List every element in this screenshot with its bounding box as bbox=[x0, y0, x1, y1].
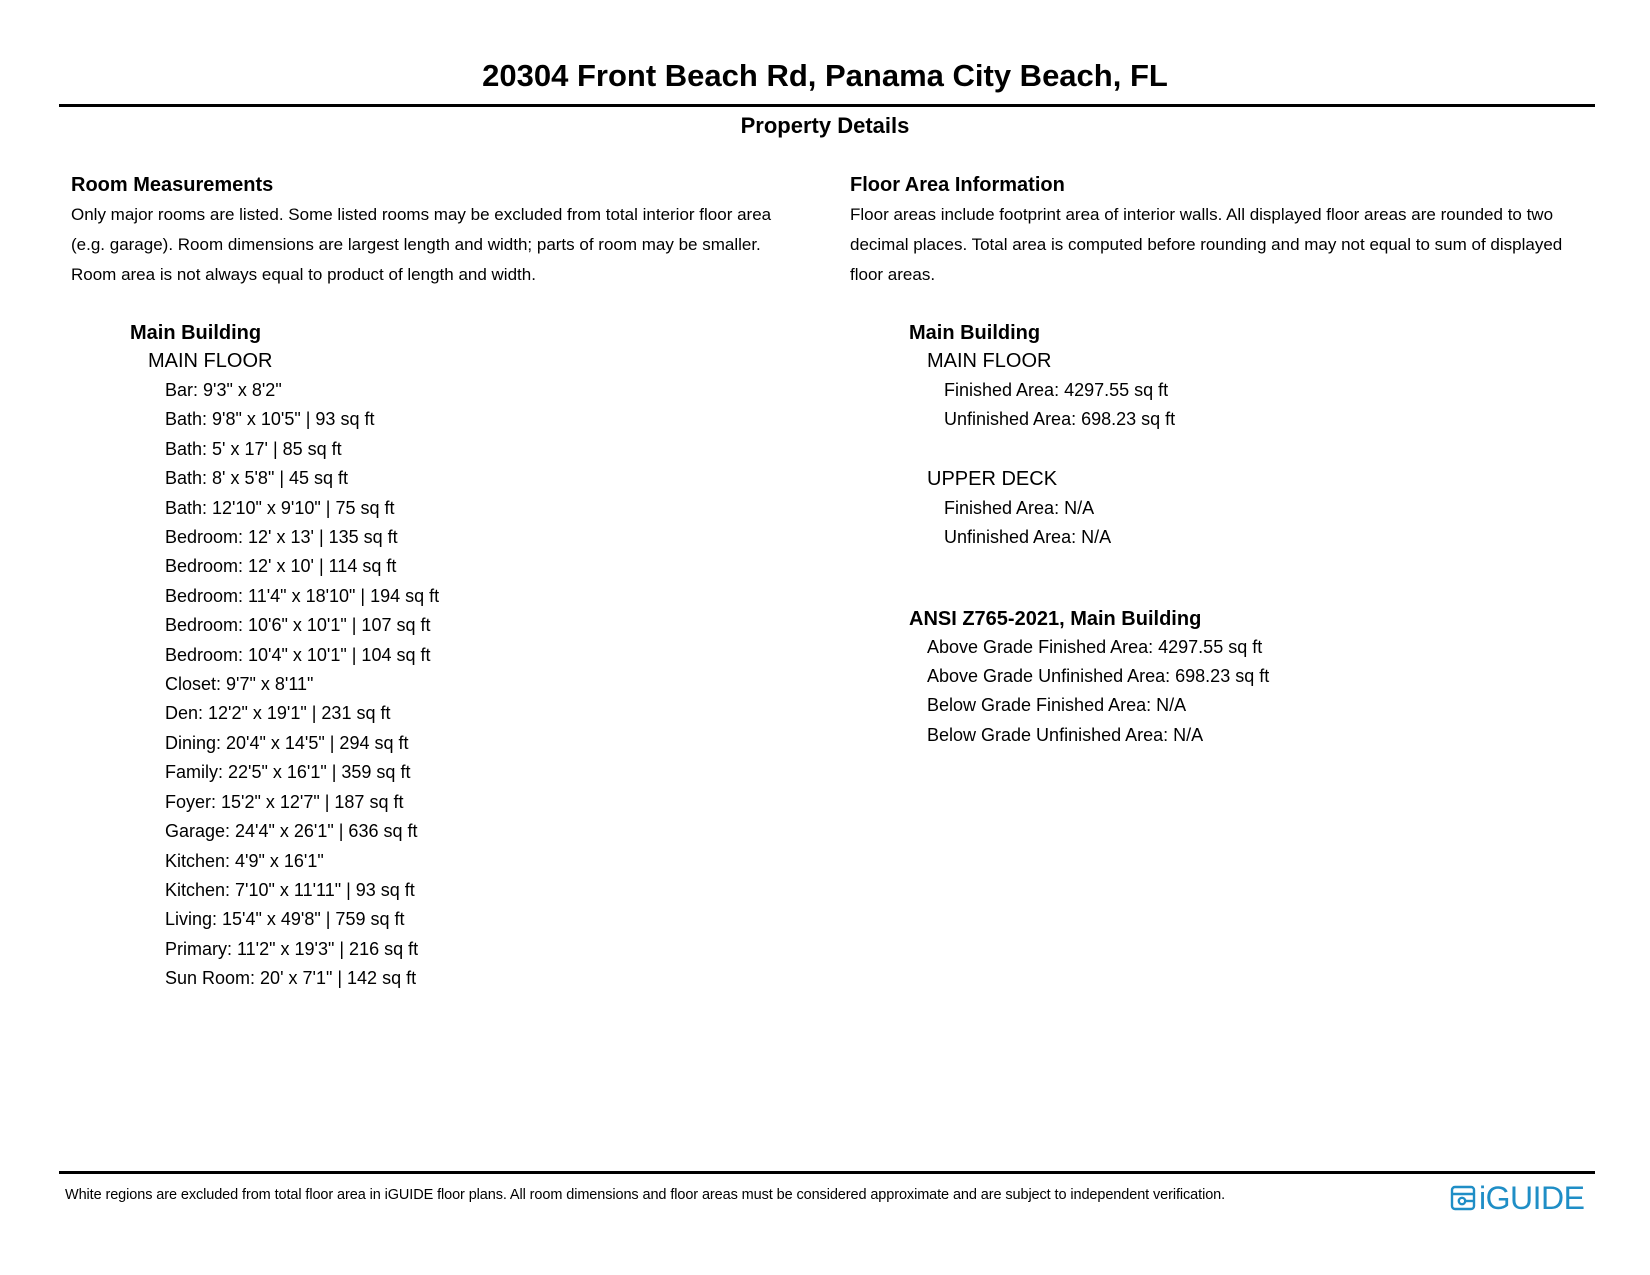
finished-area: Finished Area: N/A bbox=[944, 497, 1095, 518]
description-line: (e.g. garage). Room dimensions are largest length and width; parts of room may be smaller. bbox=[71, 235, 761, 254]
description-line: Only major rooms are listed. Some listed rooms may be excluded from total interior floor area bbox=[71, 205, 772, 224]
floor-area-section bbox=[850, 171, 1610, 750]
building-name: Main Building bbox=[909, 322, 1041, 344]
room-item: Bedroom: 11'4" x 18'10" | 194 sq ft bbox=[165, 585, 440, 606]
room-item: Den: 12'2" x 19'1" | 231 sq ft bbox=[165, 703, 391, 724]
room-item: Kitchen: 7'10" x 11'11" | 93 sq ft bbox=[165, 879, 415, 900]
finished-area: Finished Area: 4297.55 sq ft bbox=[944, 380, 1169, 400]
floor-block-upper-deck bbox=[850, 465, 1610, 553]
footer-divider bbox=[59, 1171, 1595, 1174]
room-measurements-section bbox=[71, 171, 831, 994]
room-item: Sun Room: 20' x 7'1" | 142 sq ft bbox=[165, 968, 417, 989]
camera-icon bbox=[1450, 1185, 1476, 1211]
floor-area-heading: Floor Area Information bbox=[850, 174, 1065, 196]
room-list bbox=[165, 376, 831, 994]
room-item: Bath: 5' x 17' | 85 sq ft bbox=[165, 438, 342, 459]
floor-area-list bbox=[944, 376, 1610, 435]
unfinished-area: Unfinished Area: N/A bbox=[944, 527, 1112, 548]
ansi-heading: ANSI Z765-2021, Main Building bbox=[909, 607, 1202, 630]
room-item: Garage: 24'4" x 26'1" | 636 sq ft bbox=[165, 821, 418, 842]
room-item: Closet: 9'7" x 8'11" bbox=[165, 674, 314, 695]
description-line: Floor areas include footprint area of interior walls. All displayed floor areas are rounded to two bbox=[850, 205, 1554, 224]
room-item: Bar: 9'3" x 8'2" bbox=[165, 380, 282, 400]
floor-name: UPPER DECK bbox=[927, 467, 1058, 490]
ansi-block bbox=[850, 605, 1610, 751]
floor-name: MAIN FLOOR bbox=[148, 350, 273, 372]
room-item: Bedroom: 12' x 10' | 114 sq ft bbox=[165, 556, 397, 577]
room-item: Dining: 20'4" x 14'5" | 294 sq ft bbox=[165, 732, 409, 753]
room-item: Bath: 12'10" x 9'10" | 75 sq ft bbox=[165, 497, 395, 518]
ansi-item: Above Grade Unfinished Area: 698.23 sq ft bbox=[927, 666, 1270, 687]
ansi-list bbox=[927, 633, 1610, 751]
footer-disclaimer: White regions are excluded from total floor area in iGUIDE floor plans. All room dimensions and floor areas must be considered approximate and are subject to independent verification. bbox=[65, 1187, 1226, 1203]
room-item: Bedroom: 10'4" x 10'1" | 104 sq ft bbox=[165, 644, 431, 665]
unfinished-area: Unfinished Area: 698.23 sq ft bbox=[944, 409, 1176, 430]
room-item: Living: 15'4" x 49'8" | 759 sq ft bbox=[165, 909, 405, 930]
iguide-logo bbox=[1450, 1180, 1584, 1216]
logo-text: iGUIDE bbox=[1479, 1180, 1585, 1216]
room-item: Primary: 11'2" x 19'3" | 216 sq ft bbox=[165, 938, 419, 959]
room-item: Kitchen: 4'9" x 16'1" bbox=[165, 850, 324, 871]
building-name: Main Building bbox=[130, 322, 262, 344]
floor-block-main bbox=[850, 347, 1610, 435]
description-line: Room area is not always equal to product of length and width. bbox=[71, 265, 536, 284]
ansi-item: Above Grade Finished Area: 4297.55 sq ft bbox=[927, 636, 1263, 657]
floor-name: MAIN FLOOR bbox=[927, 350, 1052, 372]
ansi-item: Below Grade Finished Area: N/A bbox=[927, 695, 1187, 716]
room-item: Bedroom: 10'6" x 10'1" | 107 sq ft bbox=[165, 615, 431, 636]
description-line: floor areas. bbox=[850, 265, 936, 284]
description-line: decimal places. Total area is computed before rounding and may not equal to sum of displayed bbox=[850, 235, 1563, 254]
floor-area-description bbox=[850, 200, 1610, 290]
page-subtitle: Property Details bbox=[740, 113, 910, 138]
page-title: 20304 Front Beach Rd, Panama City Beach, FL bbox=[482, 58, 1168, 93]
ansi-item: Below Grade Unfinished Area: N/A bbox=[927, 724, 1204, 745]
room-item: Family: 22'5" x 16'1" | 359 sq ft bbox=[165, 762, 411, 783]
room-measurements-heading: Room Measurements bbox=[71, 174, 274, 196]
room-item: Bath: 8' x 5'8" | 45 sq ft bbox=[165, 468, 349, 489]
room-item: Bath: 9'8" x 10'5" | 93 sq ft bbox=[165, 409, 375, 430]
header-divider bbox=[59, 104, 1595, 107]
room-measurements-description bbox=[71, 200, 831, 290]
floor-area-list bbox=[944, 494, 1610, 553]
room-item: Bedroom: 12' x 13' | 135 sq ft bbox=[165, 527, 398, 548]
room-item: Foyer: 15'2" x 12'7" | 187 sq ft bbox=[165, 791, 404, 812]
